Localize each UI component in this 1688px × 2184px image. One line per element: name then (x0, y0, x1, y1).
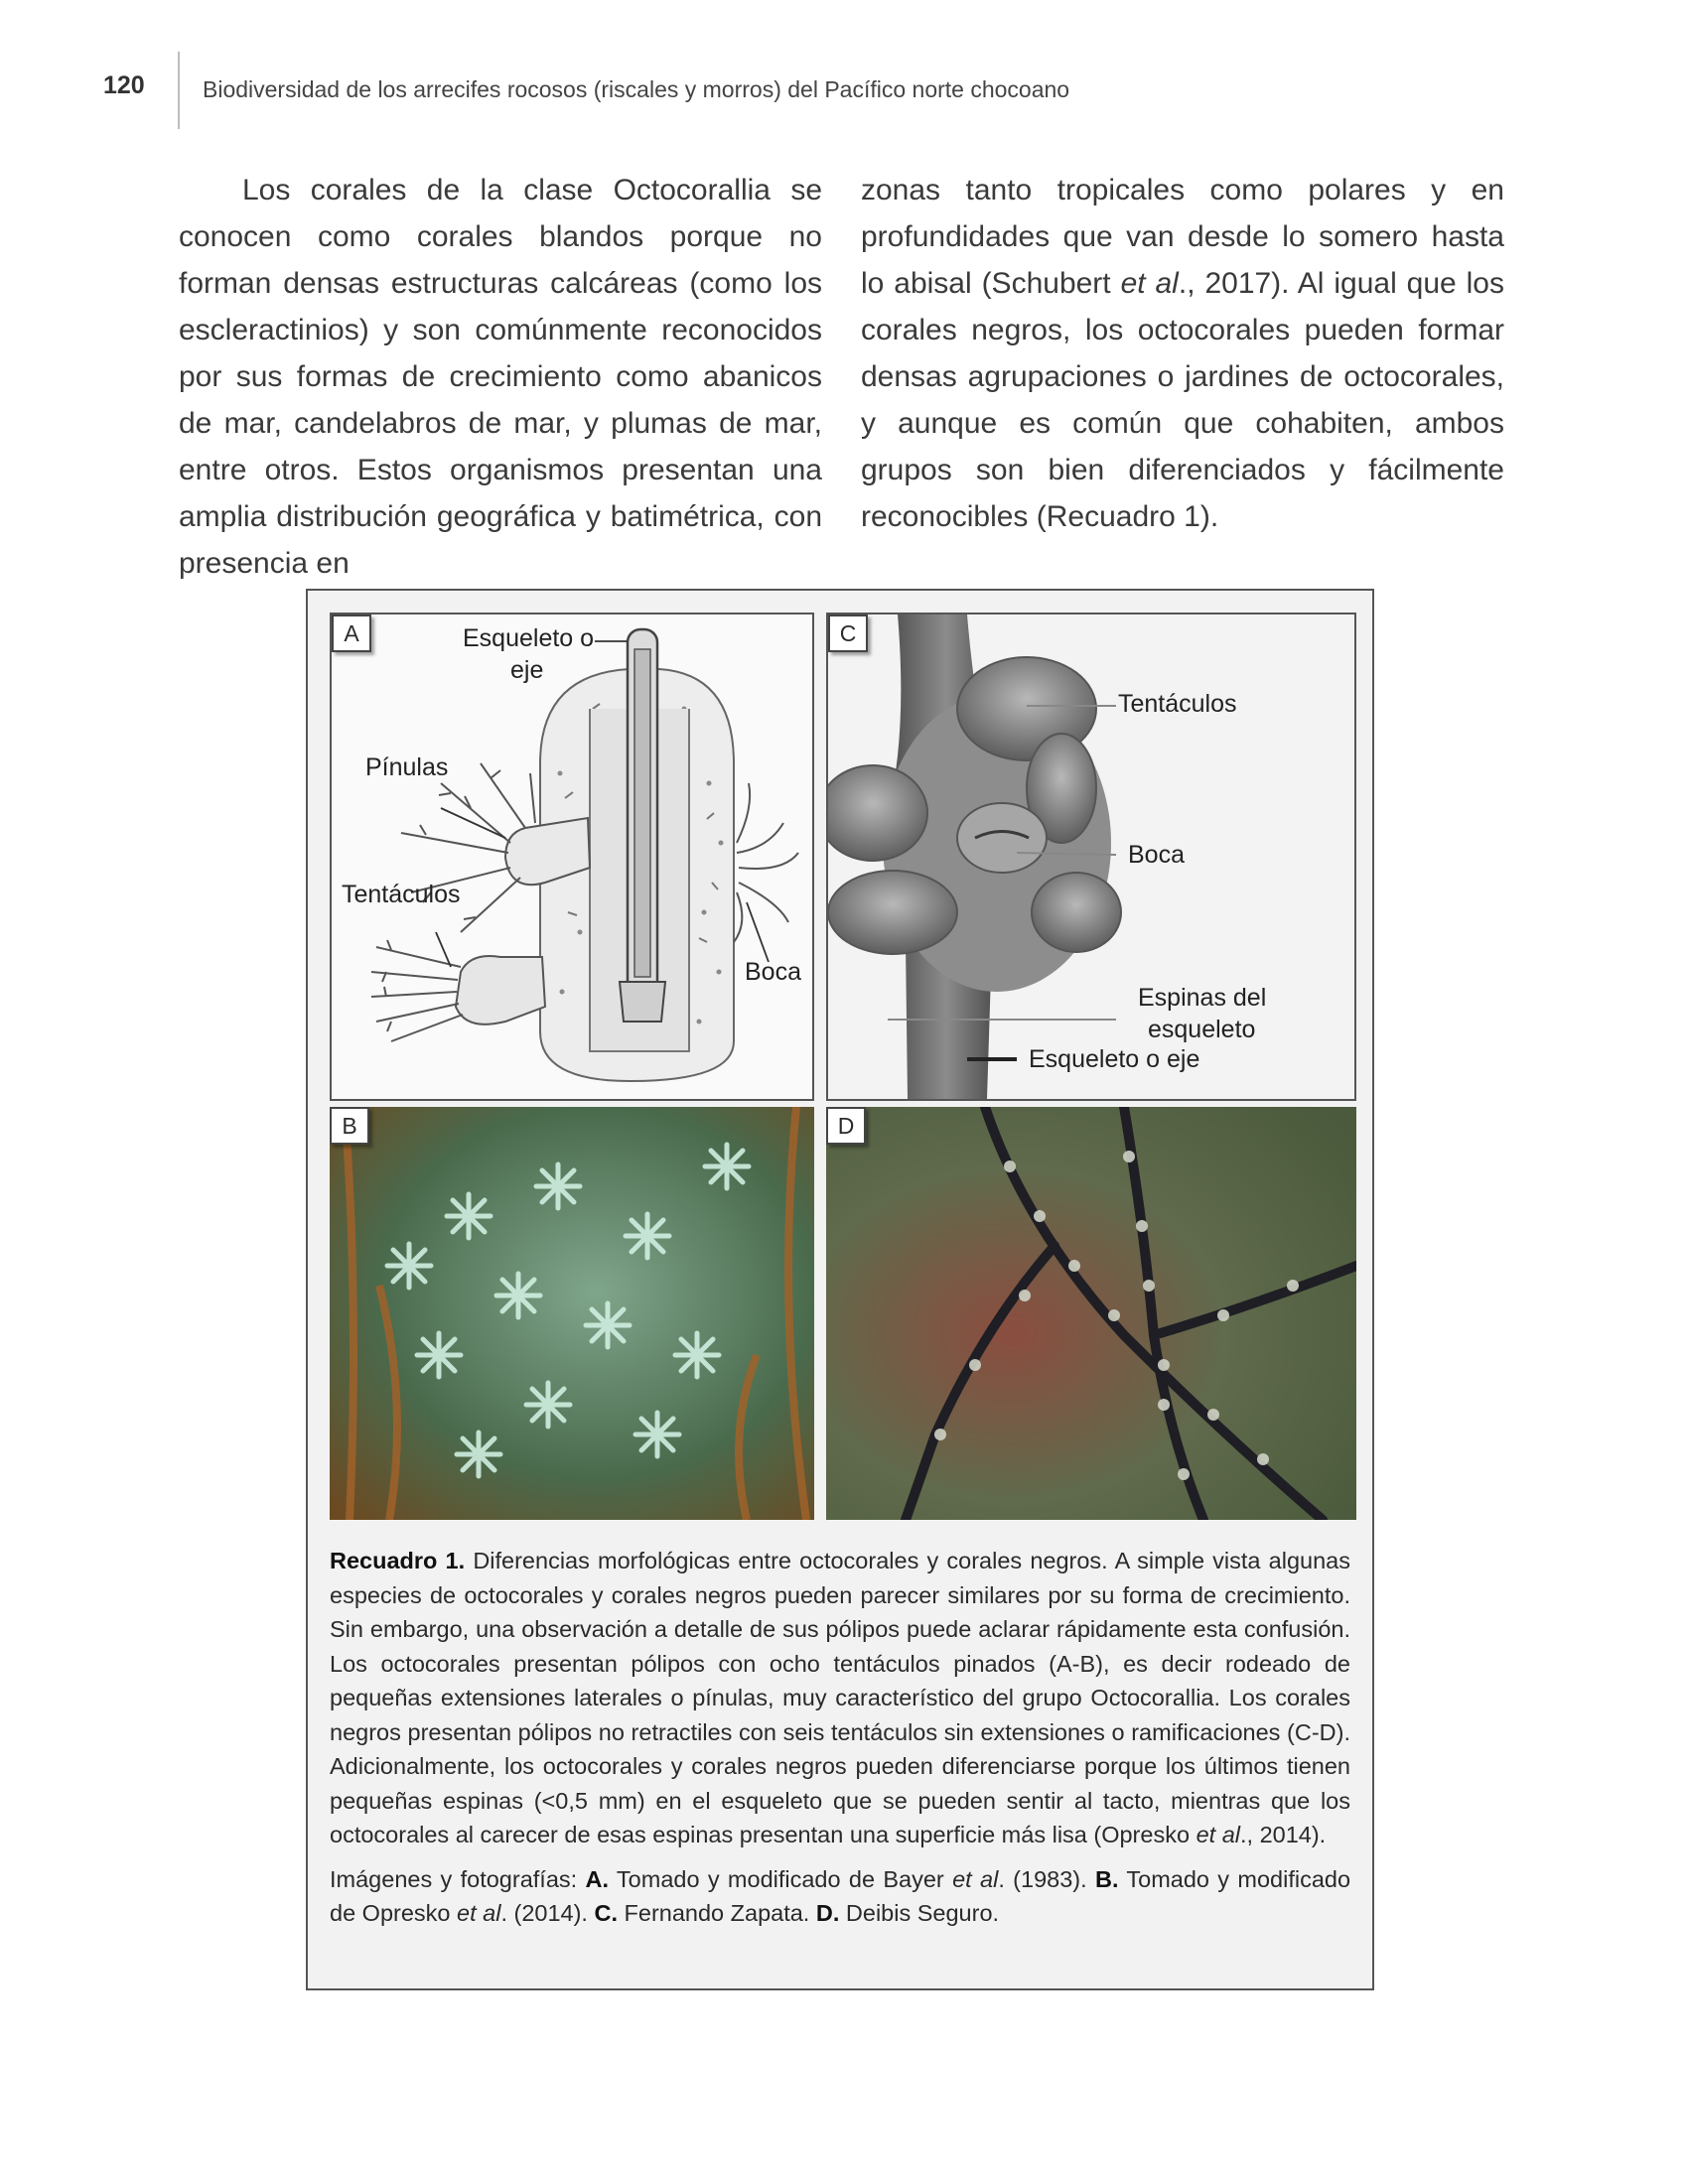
body-column-left (179, 167, 822, 587)
panel-b-octocoral-photo (330, 1107, 814, 1520)
figure-caption (330, 1544, 1350, 1941)
caption-description: Recuadro 1. Diferencias morfológicas entre octocorales y corales negros. A simple vista algunas especies de octocorales y corales negros pueden parecer similares por su forma de crecimiento. Sin embargo, una observación a detalle de sus pólipos puede aclarar rápidamente esta confusión. Los octocorales presentan pólipos con ocho tentáculos pinados (A-B), es decir rodeado de pequeñas extensiones laterales o pínulas, muy característico del grupo Octocorallia. Los corales negros presentan pólipos no retractiles con seis tentáculos sin extensiones o ramificaciones (C-D). Adicionalmente, los octocorales y corales negros pueden diferenciarse porque los últimos tienen pequeñas espinas (<0,5 mm) en el esqueleto que se pueden sentir al tacto, mientras que los octocorales al carecer de esas espinas presentan una superficie más lisa (Opresko et al., 2014). (330, 1548, 1350, 1847)
label-mouth-a: Boca (745, 958, 801, 986)
page-number: 120 (103, 71, 145, 99)
black-coral-branches-photo (826, 1107, 1356, 1520)
label-tentacles-c: Tentáculos (1118, 690, 1237, 718)
black-coral-polyp-image (828, 614, 1354, 1099)
header-divider (178, 52, 180, 129)
panel-d-black-coral-photo (826, 1107, 1356, 1520)
running-header: Biodiversidad de los arrecifes rocosos (riscales y morros) del Pacífico norte chocoano (203, 76, 1070, 102)
panel-d-letter: D (826, 1107, 866, 1145)
paragraph-octocorallia: Los corales de la clase Octocorallia se conocen como corales blandos porque no forman densas estructuras calcáreas (como los escleractinios) y son comúnmente reconocidos por sus formas de crecimiento como abanicos de mar, candelabros de mar, y plumas de mar, entre otros. Estos organismos presentan una amplia distribución geográfica y batimétrica, con presencia en (179, 174, 822, 580)
paragraph-distribution: zonas tanto tropicales como polares y en profundidades que van desde lo somero hasta lo abisal (Schubert et al., 2017). Al igual que los corales negros, los octocorales pueden formar densas agrupaciones o jardines de octocorales, y aunque es común que cohabiten, ambos grupos son bien diferenciados y fácilmente reconocibles (Recuadro 1). (861, 174, 1504, 533)
caption-credits: Imágenes y fotografías: A. Tomado y modificado de Bayer et al. (1983). B. Tomado y modificado de Opresko et al. (2014). C. Fernando Zapata. D. Deibis Seguro. (330, 1865, 1351, 1926)
label-spines-line1: Espinas del (1138, 984, 1267, 1012)
label-spines-line2: esqueleto (1148, 1016, 1256, 1043)
panel-c-letter: C (828, 614, 868, 652)
figure-box-recuadro-1 (306, 589, 1374, 1990)
panel-b-letter: B (330, 1107, 369, 1145)
body-column-right (861, 167, 1504, 540)
label-skeleton-axis-line1: Esqueleto o (463, 624, 595, 652)
label-skeleton-axis-line2: eje (510, 656, 544, 684)
octocoral-polyp-drawing (332, 614, 812, 1099)
label-mouth-c: Boca (1128, 841, 1185, 869)
label-pinnules: Pínulas (365, 753, 449, 781)
label-skeleton-c: Esqueleto o eje (1029, 1045, 1200, 1073)
label-tentacles-a: Tentáculos (342, 881, 461, 908)
panel-c-black-coral-polyp (826, 613, 1356, 1101)
octocoral-polyps-photo (330, 1107, 814, 1520)
panel-a-letter: A (332, 614, 371, 652)
panel-a-octocoral-illustration (330, 613, 814, 1101)
